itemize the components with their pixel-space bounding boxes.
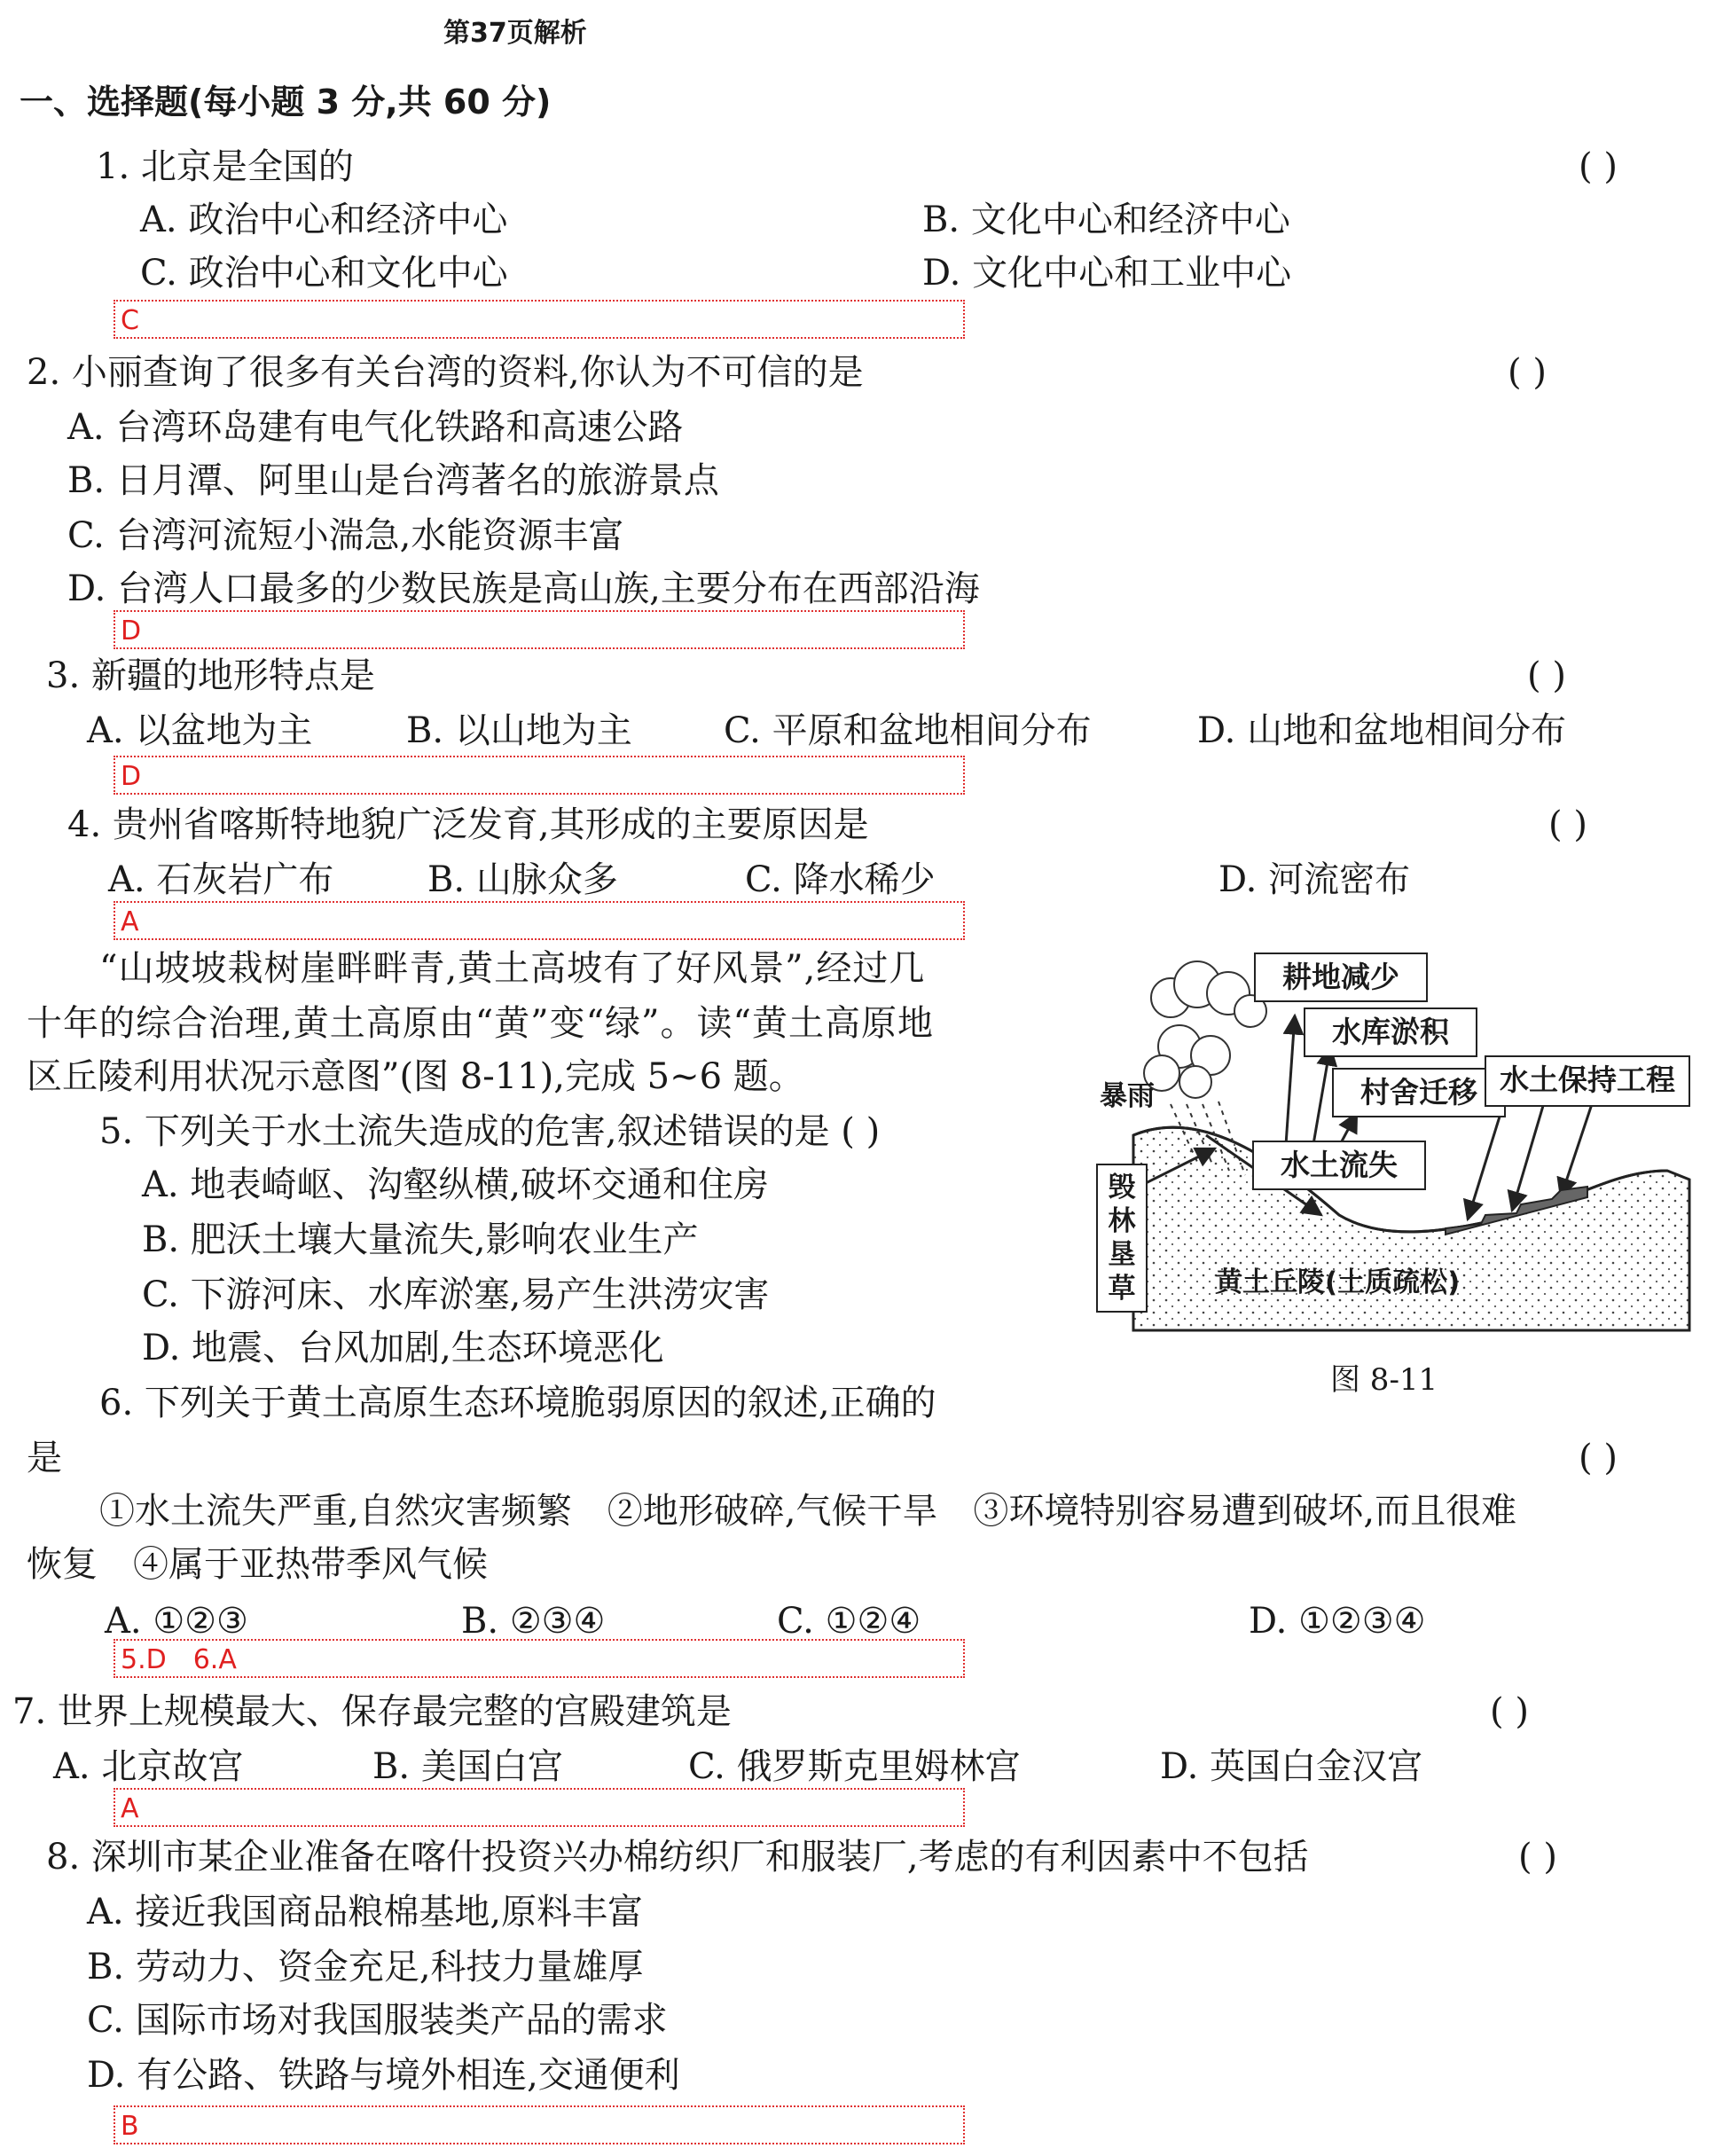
farmland-reduced-box: 耕地减少 <box>1254 953 1428 1002</box>
q5-option-c: C. 下游河床、水库淤塞,易产生洪涝灾害 <box>142 1274 770 1315</box>
page-title: 第37页解析 <box>443 18 587 49</box>
q8-option-d: D. 有公路、铁路与境外相连,交通便利 <box>87 2055 680 2096</box>
q8-answer-box: B <box>114 2105 965 2144</box>
q1-answer-box: C <box>114 300 965 339</box>
q5-option-a: A. 地表崎岖、沟壑纵横,破坏交通和住房 <box>142 1164 770 1205</box>
q6-statements-line-2: 恢复 ④属于亚热带季风气候 <box>27 1544 488 1585</box>
q2-option-b: B. 日月潭、阿里山是台湾著名的旅游景点 <box>67 460 719 501</box>
q8-option-c: C. 国际市场对我国服装类产品的需求 <box>87 2000 668 2041</box>
q1-answer-paren: ( ) <box>1579 146 1618 187</box>
q8-answer-paren: ( ) <box>1518 1837 1557 1878</box>
q3-answer-paren: ( ) <box>1527 655 1566 696</box>
q4-option-d: D. 河流密布 <box>1218 859 1411 900</box>
q2-answer-paren: ( ) <box>1508 352 1547 393</box>
q2-option-c: C. 台湾河流短小湍急,水能资源丰富 <box>67 515 624 556</box>
q1-option-c: C. 政治中心和文化中心 <box>140 253 508 294</box>
q7-option-b: B. 美国白宫 <box>372 1746 563 1787</box>
village-relocation-box: 村舍迁移 <box>1332 1068 1506 1117</box>
storm-cloud-icon <box>1144 961 1266 1098</box>
q3-option-c: C. 平原和盆地相间分布 <box>724 710 1092 751</box>
reservoir-silting-box: 水库淤积 <box>1304 1007 1477 1057</box>
q5-option-d: D. 地震、台风加剧,生态环境恶化 <box>142 1328 664 1368</box>
soil-conservation-box: 水土保持工程 <box>1485 1055 1690 1107</box>
q7-option-d: D. 英国白金汉宫 <box>1160 1746 1423 1787</box>
q6-stem: 6. 下列关于黄土高原生态环境脆弱原因的叙述,正确的 <box>99 1383 936 1423</box>
ground-label: 黄土丘陵(土质疏松) <box>1215 1266 1461 1298</box>
q6-stem-continued: 是 <box>27 1438 62 1478</box>
q2-option-d: D. 台湾人口最多的少数民族是高山族,主要分布在西部沿海 <box>67 568 980 609</box>
q4-option-a: A. 石灰岩广布 <box>108 859 334 900</box>
q7-answer-box: A <box>114 1788 965 1827</box>
q3-stem: 3. 新疆的地形特点是 <box>46 655 375 696</box>
q4-option-b: B. 山脉众多 <box>427 859 618 900</box>
q5-option-b: B. 肥沃土壤大量流失,影响农业生产 <box>142 1219 699 1260</box>
q8-option-b: B. 劳动力、资金充足,科技力量雄厚 <box>87 1947 644 1987</box>
q4-option-c: C. 降水稀少 <box>745 859 936 900</box>
q1-stem: 1. 北京是全国的 <box>96 146 354 187</box>
section-heading: 一、选择题(每小题 3 分,共 60 分) <box>20 82 552 122</box>
q6-answer-paren: ( ) <box>1579 1438 1618 1478</box>
q3-option-b: B. 以山地为主 <box>406 710 632 751</box>
q4-answer-box: A <box>114 901 965 940</box>
q7-answer-paren: ( ) <box>1490 1691 1529 1732</box>
q5-stem: 5. 下列关于水土流失造成的危害,叙述错误的是 ( ) <box>99 1111 881 1152</box>
q1-option-a: A. 政治中心和经济中心 <box>140 200 508 240</box>
q3-option-d: D. 山地和盆地相间分布 <box>1197 710 1567 751</box>
q3-answer-box: D <box>114 756 965 795</box>
q2-answer-box: D <box>114 610 965 649</box>
deforestation-box: 毁林垦草 <box>1096 1164 1148 1313</box>
q7-option-c: C. 俄罗斯克里姆林宫 <box>688 1746 1021 1787</box>
q6-option-d: D. ①②③④ <box>1249 1601 1426 1642</box>
soil-erosion-box: 水土流失 <box>1252 1141 1426 1190</box>
q6-statements-line-1: ①水土流失严重,自然灾害频繁 ②地形破碎,气候干旱 ③环境特别容易遭到破坏,而且很难 <box>99 1491 1517 1532</box>
q2-stem: 2. 小丽查询了很多有关台湾的资料,你认为不可信的是 <box>27 352 864 393</box>
q1-option-d: D. 文化中心和工业中心 <box>922 253 1292 294</box>
passage-line-3: 区丘陵利用状况示意图”(图 8-11),完成 5~6 题。 <box>27 1056 804 1097</box>
q6-option-a: A. ①②③ <box>105 1601 248 1642</box>
q6-option-b: B. ②③④ <box>461 1601 606 1642</box>
q8-stem: 8. 深圳市某企业准备在喀什投资兴办棉纺织厂和服装厂,考虑的有利因素中不包括 <box>46 1837 1309 1878</box>
passage-line-2: 十年的综合治理,黄土高原由“黄”变“绿”。读“黄土高原地 <box>27 1003 934 1044</box>
q8-option-a: A. 接近我国商品粮棉基地,原料丰富 <box>87 1892 644 1933</box>
passage-line-1: “山坡坡栽树崖畔畔青,黄土高坡有了好风景”,经过几 <box>99 948 926 989</box>
q3-option-a: A. 以盆地为主 <box>87 710 313 751</box>
q5-q6-answer-box: 5.D 6.A <box>114 1639 965 1678</box>
rain-label: 暴雨 <box>1100 1080 1155 1112</box>
figure-caption: 图 8-11 <box>1330 1362 1438 1398</box>
figure-8-11 <box>1064 949 1703 1428</box>
q4-answer-paren: ( ) <box>1548 804 1587 845</box>
q6-option-c: C. ①②④ <box>777 1601 921 1642</box>
q2-option-a: A. 台湾环岛建有电气化铁路和高速公路 <box>67 407 684 448</box>
q7-option-a: A. 北京故宫 <box>53 1746 244 1787</box>
q7-stem: 7. 世界上规模最大、保存最完整的宫殿建筑是 <box>12 1691 732 1732</box>
q4-stem: 4. 贵州省喀斯特地貌广泛发育,其形成的主要原因是 <box>67 804 869 845</box>
q1-option-b: B. 文化中心和经济中心 <box>922 200 1290 240</box>
